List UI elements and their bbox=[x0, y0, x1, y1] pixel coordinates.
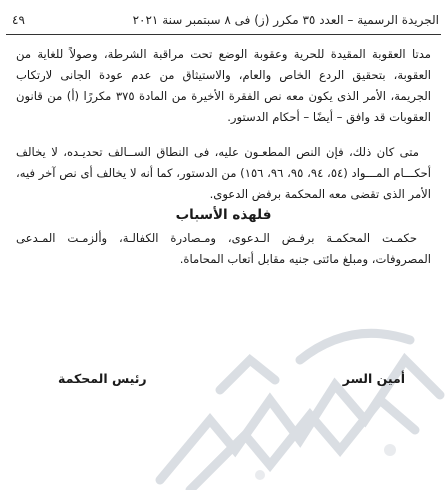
page-header bbox=[8, 6, 439, 34]
section-heading: فلهذه الأسباب bbox=[175, 207, 272, 223]
paragraph-3: حكمـت المحكمـة برفـض الـدعوى، ومـصادرة الكفالـة، وألزمـت المـدعى المصروفات، ومبلغ مائتى جنيه مقابل أتعاب المحاماة. bbox=[16, 231, 431, 266]
signature-block bbox=[0, 371, 447, 393]
header-divider bbox=[6, 34, 441, 35]
page-number: ٤٩ bbox=[12, 13, 25, 27]
header-title: الجريدة الرسمية – العدد ٣٥ مكرر (ز) فى ٨ سبتمبر سنة ٢٠٢١ bbox=[132, 13, 439, 27]
court-president-signature: رئيس المحكمة bbox=[58, 371, 147, 386]
secretary-signature: أمين السر bbox=[342, 371, 405, 386]
paragraph-2: متى كان ذلك، فإن النص المطعـون عليه، فى النطاق الســالف تحديـده، لا يخالف أحكـــام المـــواد (٥٤، ٩٤، ٩٥، ٩٦، ١٥٦) من الدستور، كما أنه لا يخالف أى نص آخر فيه، الأمر الذى تقضى معه المحكمة برفض الدعوى. bbox=[16, 145, 432, 201]
document-body bbox=[16, 44, 431, 270]
paragraph-1: مدتا العقوبة المقيدة للحرية وعقوبة الوضع تحت مراقبة الشرطة، وصولاً للغاية من العقوبة، بتحقيق الردع الخاص والعام، والاستيثاق من عدم عودة الجانى لارتكاب الجريمة، الأمر الذى يكون معه نص الفقرة الأخيرة من المادة ٣٧٥ مكررًا (أ) من قانون العقوبات قد وافق – أيضًا – أحكام الدستور. bbox=[16, 47, 431, 124]
watermark-seal bbox=[150, 300, 447, 490]
